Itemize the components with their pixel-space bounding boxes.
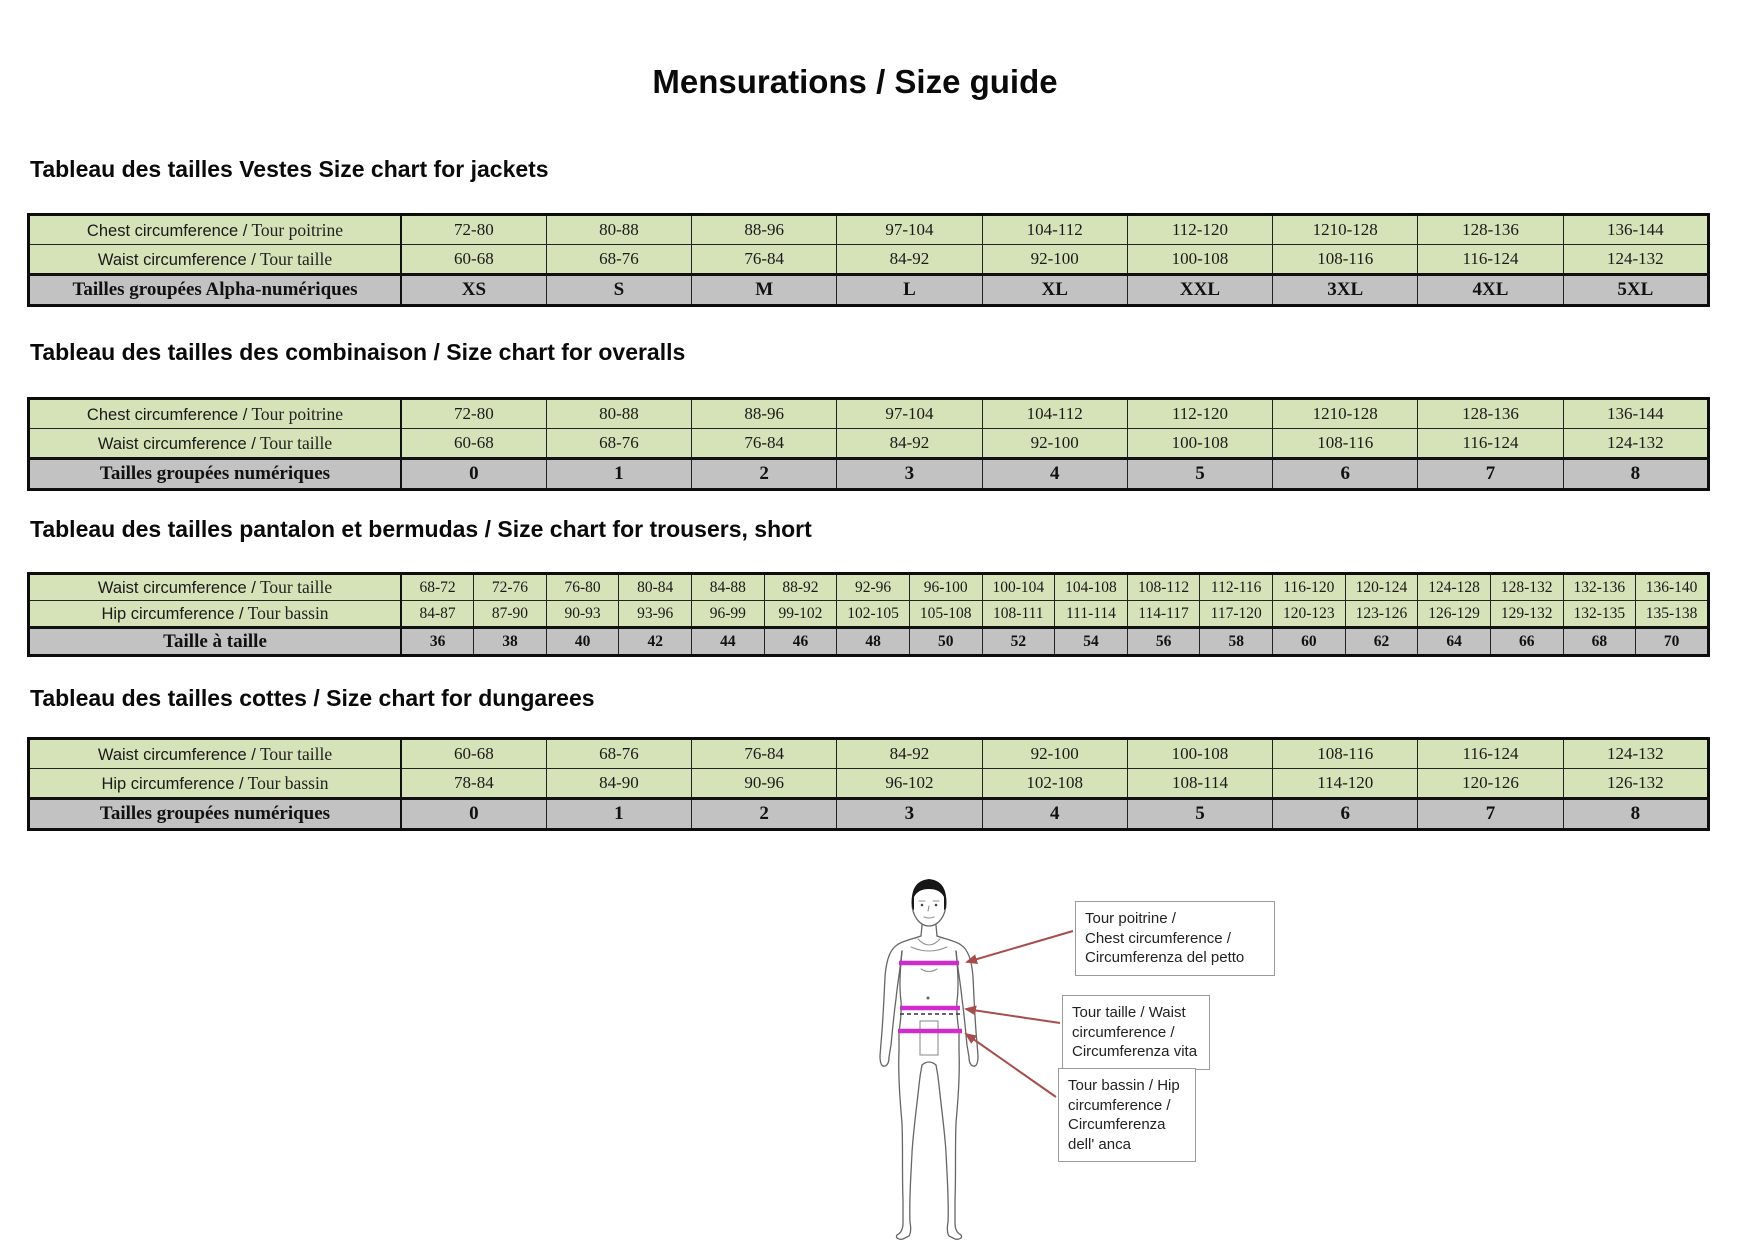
size-value-cell: 97-104: [837, 215, 982, 245]
size-value-cell: 1: [546, 459, 691, 490]
size-value-cell: 126-129: [1418, 601, 1491, 628]
row-label: Tailles groupées numériques: [29, 799, 402, 830]
measure-label-line: Tour poitrine /: [1085, 910, 1176, 927]
size-value-cell: 96-100: [909, 574, 982, 601]
size-value-cell: 84-92: [837, 739, 982, 769]
size-value-cell: 44: [692, 628, 765, 656]
size-value-cell: 84-92: [837, 245, 982, 275]
size-table: [27, 737, 1710, 831]
row-label: Taille à taille: [29, 628, 402, 656]
size-value-cell: 88-96: [692, 399, 837, 429]
size-value-cell: 116-120: [1273, 574, 1346, 601]
size-value-cell: 116-124: [1418, 739, 1563, 769]
section-heading: Tableau des tailles pantalon et bermudas / Size chart for trousers, short: [30, 516, 812, 542]
hip-measure-label: [1058, 1068, 1196, 1162]
measure-label-line: Chest circumference /: [1085, 929, 1231, 947]
row-label: Tailles groupées Alpha-numériques: [29, 275, 402, 306]
size-value-cell: 2: [692, 459, 837, 490]
size-value-cell: 68-76: [546, 429, 691, 459]
size-value-cell: XS: [401, 275, 546, 306]
size-value-cell: 6: [1273, 799, 1418, 830]
size-value-cell: 108-116: [1273, 429, 1418, 459]
size-value-cell: 104-112: [982, 399, 1127, 429]
size-value-cell: 78-84: [401, 769, 546, 799]
size-value-cell: 1210-128: [1273, 399, 1418, 429]
size-value-cell: 108-112: [1127, 574, 1200, 601]
size-value-cell: 92-100: [982, 739, 1127, 769]
size-value-cell: 70: [1636, 628, 1709, 656]
size-value-cell: 3: [837, 799, 982, 830]
size-value-cell: XXL: [1127, 275, 1272, 306]
size-value-cell: L: [837, 275, 982, 306]
measure-label-line: Circumferenza: [1068, 1116, 1166, 1133]
size-value-cell: 72-80: [401, 215, 546, 245]
measure-label-line: circumference /: [1072, 1023, 1175, 1041]
size-value-cell: 128-132: [1490, 574, 1563, 601]
size-value-cell: 62: [1345, 628, 1418, 656]
size-value-cell: 0: [401, 799, 546, 830]
size-table-section: [0, 155, 1754, 307]
row-label: Waist circumference / Tour taille: [29, 574, 402, 601]
size-value-cell: 108-111: [982, 601, 1055, 628]
size-value-cell: 76-84: [692, 739, 837, 769]
size-value-cell: 90-96: [692, 769, 837, 799]
size-value-cell: 136-144: [1563, 215, 1708, 245]
size-value-cell: 120-124: [1345, 574, 1418, 601]
size-value-cell: 92-96: [837, 574, 910, 601]
row-label: Waist circumference / Tour taille: [29, 739, 402, 769]
size-value-cell: 136-140: [1636, 574, 1709, 601]
size-value-cell: 120-126: [1418, 769, 1563, 799]
size-value-cell: 68: [1563, 628, 1636, 656]
size-value-cell: 80-88: [546, 215, 691, 245]
measure-label-line: Tour taille / Waist: [1072, 1004, 1186, 1021]
size-value-cell: 111-114: [1055, 601, 1128, 628]
size-value-cell: 72-76: [474, 574, 547, 601]
table-row: [29, 215, 1709, 245]
size-value-cell: 4: [982, 799, 1127, 830]
size-table-section: [0, 338, 1754, 491]
row-label: Waist circumference / Tour taille: [29, 245, 402, 275]
size-value-cell: XL: [982, 275, 1127, 306]
size-value-cell: 58: [1200, 628, 1273, 656]
table-row: [29, 275, 1709, 306]
size-value-cell: 97-104: [837, 399, 982, 429]
chest-arrow: [967, 931, 1073, 962]
size-value-cell: 99-102: [764, 601, 837, 628]
size-value-cell: 117-120: [1200, 601, 1273, 628]
size-value-cell: 4XL: [1418, 275, 1563, 306]
size-value-cell: 123-126: [1345, 601, 1418, 628]
size-value-cell: 84-92: [837, 429, 982, 459]
size-value-cell: 80-84: [619, 574, 692, 601]
size-value-cell: 120-123: [1273, 601, 1346, 628]
size-value-cell: 105-108: [909, 601, 982, 628]
size-value-cell: 88-92: [764, 574, 837, 601]
size-value-cell: 108-116: [1273, 245, 1418, 275]
size-value-cell: 1210-128: [1273, 215, 1418, 245]
waist-arrow: [966, 1009, 1060, 1023]
size-value-cell: 52: [982, 628, 1055, 656]
table-row: [29, 769, 1709, 799]
size-value-cell: 136-144: [1563, 399, 1708, 429]
size-value-cell: 2: [692, 799, 837, 830]
size-value-cell: 36: [401, 628, 474, 656]
size-value-cell: 84-90: [546, 769, 691, 799]
size-value-cell: 102-105: [837, 601, 910, 628]
size-value-cell: 3XL: [1273, 275, 1418, 306]
size-value-cell: 38: [474, 628, 547, 656]
size-value-cell: 96-102: [837, 769, 982, 799]
size-value-cell: 84-88: [692, 574, 765, 601]
size-value-cell: 132-136: [1563, 574, 1636, 601]
size-value-cell: 5: [1127, 799, 1272, 830]
size-value-cell: 102-108: [982, 769, 1127, 799]
table-row: [29, 601, 1709, 628]
size-table: [27, 397, 1710, 491]
size-value-cell: 46: [764, 628, 837, 656]
size-value-cell: 114-117: [1127, 601, 1200, 628]
waist-measure-label: [1062, 995, 1210, 1070]
size-value-cell: 84-87: [401, 601, 474, 628]
size-value-cell: S: [546, 275, 691, 306]
size-value-cell: 7: [1418, 459, 1563, 490]
size-value-cell: 104-108: [1055, 574, 1128, 601]
measure-label-line: dell' anca: [1068, 1135, 1131, 1153]
size-value-cell: 40: [546, 628, 619, 656]
table-row: [29, 739, 1709, 769]
row-label: Chest circumference / Tour poitrine: [29, 215, 402, 245]
size-value-cell: 80-88: [546, 399, 691, 429]
size-value-cell: 116-124: [1418, 245, 1563, 275]
chest-measure-label: [1075, 901, 1275, 976]
size-value-cell: 124-132: [1563, 429, 1708, 459]
size-value-cell: 93-96: [619, 601, 692, 628]
size-value-cell: 112-116: [1200, 574, 1273, 601]
row-label: Waist circumference / Tour taille: [29, 429, 402, 459]
size-value-cell: 124-128: [1418, 574, 1491, 601]
size-value-cell: 100-104: [982, 574, 1055, 601]
table-row: [29, 799, 1709, 830]
size-value-cell: 108-114: [1127, 769, 1272, 799]
size-value-cell: 96-99: [692, 601, 765, 628]
size-value-cell: 87-90: [474, 601, 547, 628]
row-label: Hip circumference / Tour bassin: [29, 601, 402, 628]
size-value-cell: 90-93: [546, 601, 619, 628]
size-value-cell: 112-120: [1127, 399, 1272, 429]
size-value-cell: 60: [1273, 628, 1346, 656]
size-value-cell: 42: [619, 628, 692, 656]
size-value-cell: 60-68: [401, 429, 546, 459]
size-value-cell: 3: [837, 459, 982, 490]
body-diagram: [855, 875, 1315, 1241]
size-value-cell: 56: [1127, 628, 1200, 656]
size-value-cell: 132-135: [1563, 601, 1636, 628]
size-value-cell: 126-132: [1563, 769, 1708, 799]
table-row: [29, 245, 1709, 275]
size-value-cell: 60-68: [401, 739, 546, 769]
size-value-cell: 128-136: [1418, 215, 1563, 245]
size-value-cell: 104-112: [982, 215, 1127, 245]
size-value-cell: 124-132: [1563, 739, 1708, 769]
size-value-cell: 114-120: [1273, 769, 1418, 799]
size-value-cell: 4: [982, 459, 1127, 490]
size-value-cell: 8: [1563, 799, 1708, 830]
table-row: [29, 574, 1709, 601]
size-table-section: [0, 684, 1754, 831]
table-row: [29, 399, 1709, 429]
size-value-cell: 108-116: [1273, 739, 1418, 769]
size-tables-area: [0, 155, 1754, 831]
size-value-cell: 92-100: [982, 245, 1127, 275]
row-label: Chest circumference / Tour poitrine: [29, 399, 402, 429]
size-value-cell: 8: [1563, 459, 1708, 490]
measure-label-line: circumference /: [1068, 1096, 1171, 1114]
size-value-cell: 68-76: [546, 245, 691, 275]
measure-label-line: Circumferenza vita: [1072, 1043, 1198, 1060]
size-value-cell: 88-96: [692, 215, 837, 245]
size-value-cell: 6: [1273, 459, 1418, 490]
size-value-cell: 135-138: [1636, 601, 1709, 628]
size-value-cell: 54: [1055, 628, 1128, 656]
size-value-cell: 60-68: [401, 245, 546, 275]
section-heading: Tableau des tailles Vestes Size chart for jackets: [30, 156, 549, 182]
section-heading: Tableau des tailles cottes / Size chart for dungarees: [30, 685, 595, 711]
size-value-cell: 68-76: [546, 739, 691, 769]
row-label: Hip circumference / Tour bassin: [29, 769, 402, 799]
size-value-cell: 5XL: [1563, 275, 1708, 306]
size-value-cell: 66: [1490, 628, 1563, 656]
size-value-cell: 68-72: [401, 574, 474, 601]
measure-label-line: Circumferenza del petto: [1085, 949, 1245, 966]
size-value-cell: 112-120: [1127, 215, 1272, 245]
table-row: [29, 429, 1709, 459]
size-table-section: [0, 515, 1754, 657]
row-label: Tailles groupées numériques: [29, 459, 402, 490]
measure-label-line: Tour bassin / Hip: [1068, 1077, 1180, 1094]
size-value-cell: 128-136: [1418, 399, 1563, 429]
size-value-cell: 92-100: [982, 429, 1127, 459]
section-heading: Tableau des tailles des combinaison / Size chart for overalls: [30, 339, 686, 365]
size-value-cell: 100-108: [1127, 739, 1272, 769]
size-value-cell: 76-80: [546, 574, 619, 601]
size-value-cell: 76-84: [692, 429, 837, 459]
size-value-cell: 48: [837, 628, 910, 656]
size-value-cell: 116-124: [1418, 429, 1563, 459]
size-value-cell: 1: [546, 799, 691, 830]
page-title: Mensurations / Size guide: [652, 63, 1058, 100]
size-value-cell: 72-80: [401, 399, 546, 429]
size-value-cell: M: [692, 275, 837, 306]
size-value-cell: 124-132: [1563, 245, 1708, 275]
size-value-cell: 100-108: [1127, 429, 1272, 459]
size-value-cell: 129-132: [1490, 601, 1563, 628]
size-value-cell: 5: [1127, 459, 1272, 490]
size-value-cell: 100-108: [1127, 245, 1272, 275]
table-row: [29, 628, 1709, 656]
size-value-cell: 76-84: [692, 245, 837, 275]
size-value-cell: 50: [909, 628, 982, 656]
size-table: [27, 213, 1710, 307]
size-value-cell: 7: [1418, 799, 1563, 830]
size-value-cell: 0: [401, 459, 546, 490]
hip-arrow: [966, 1034, 1056, 1097]
size-value-cell: 64: [1418, 628, 1491, 656]
size-table: [27, 572, 1710, 657]
table-row: [29, 459, 1709, 490]
